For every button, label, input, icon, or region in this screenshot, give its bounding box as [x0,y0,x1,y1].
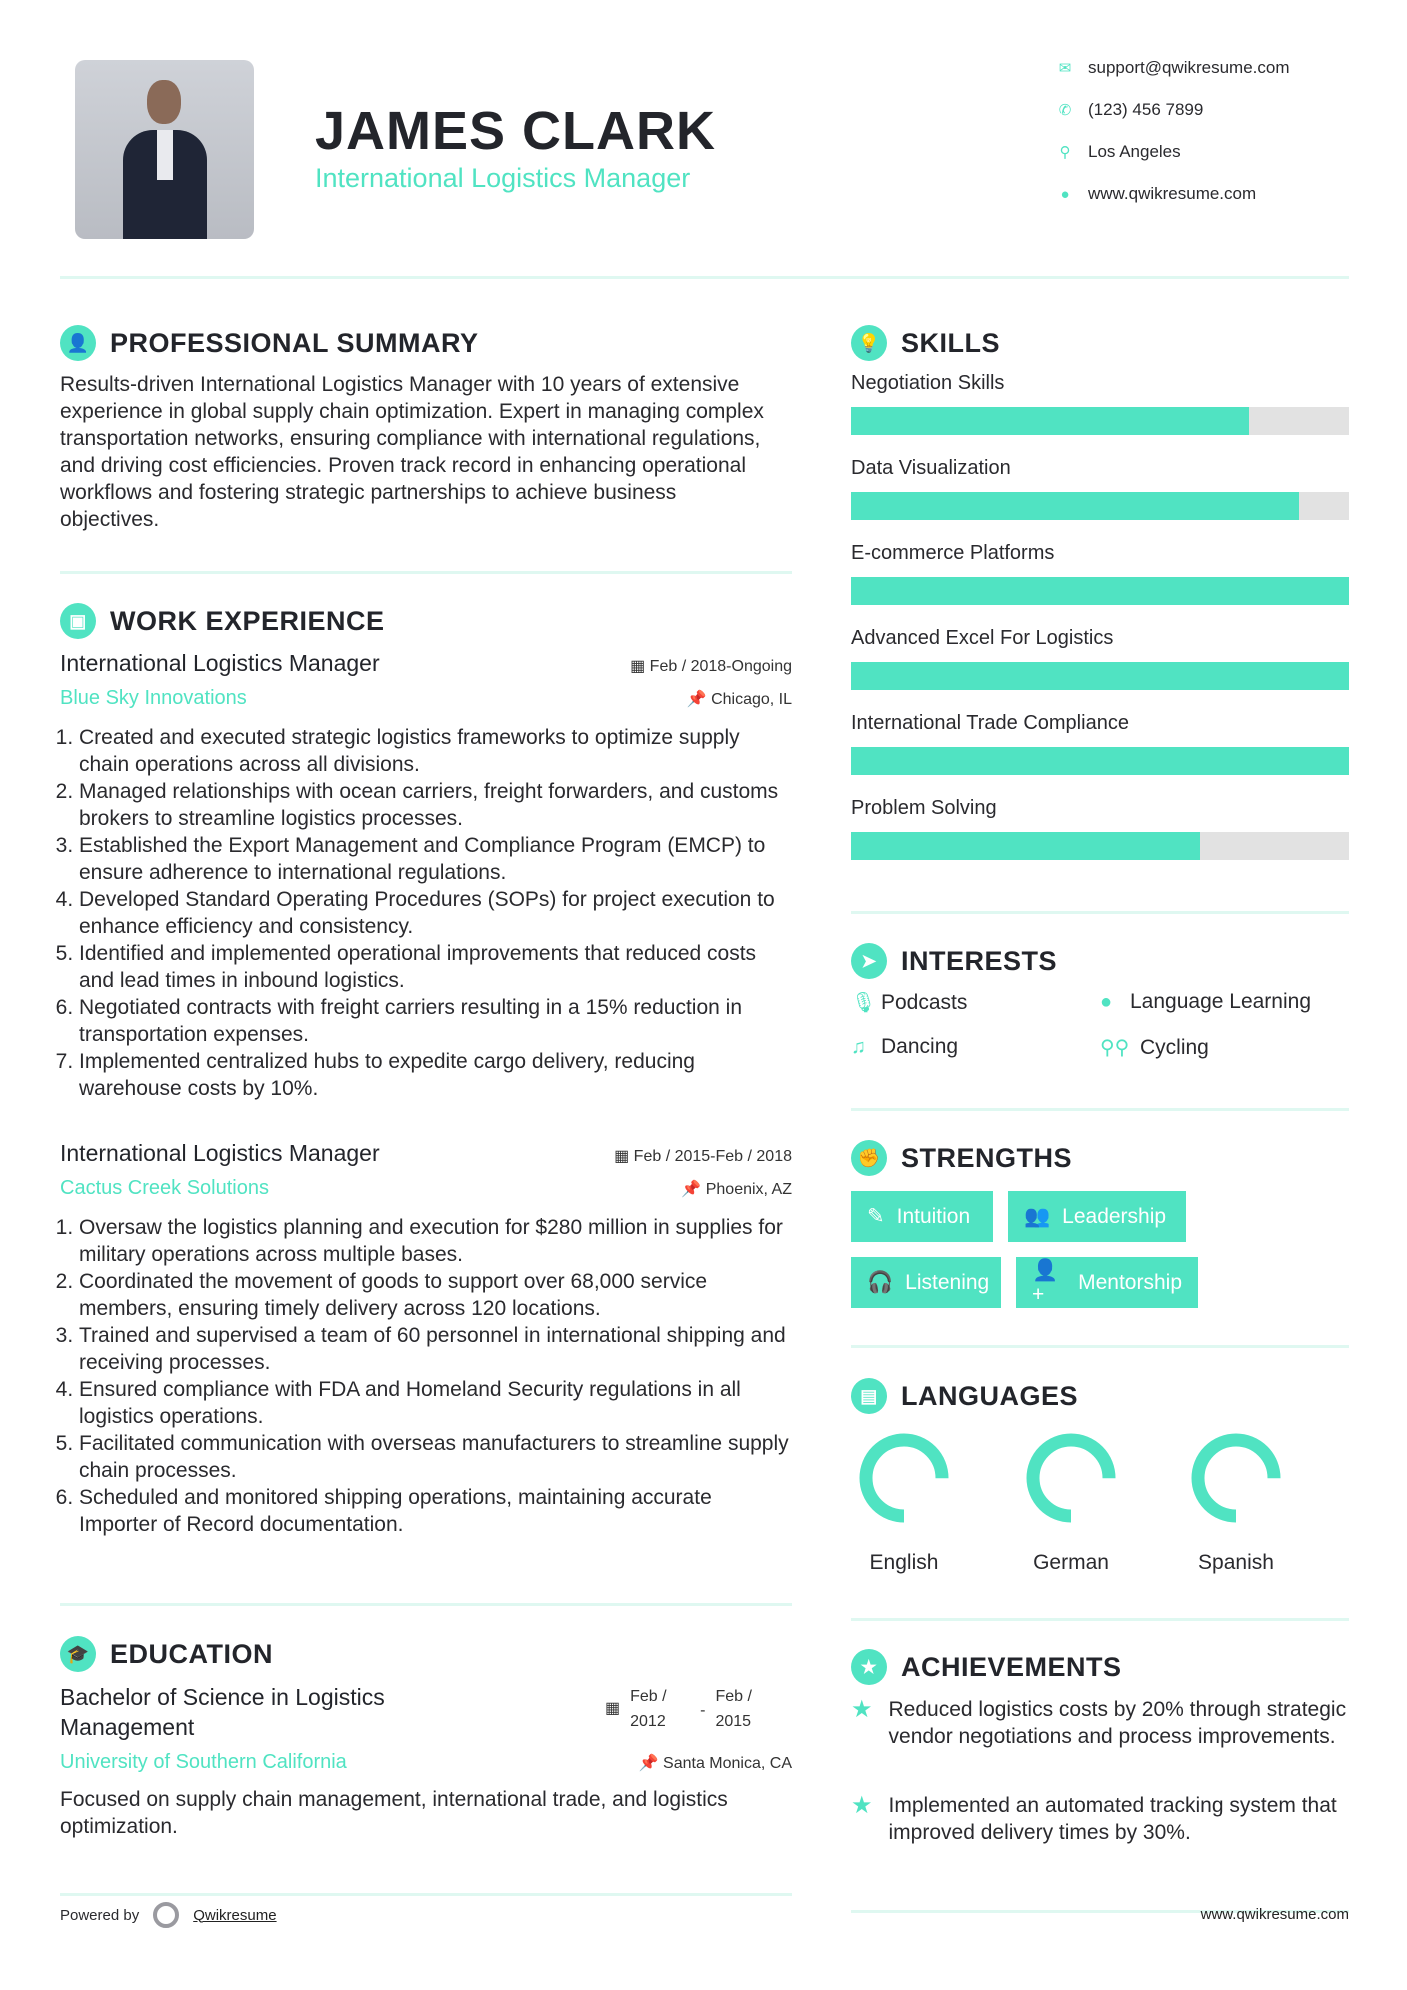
contact-location [1056,142,1181,162]
company-name: Blue Sky Innovations [60,687,247,709]
skill-bar-fill [851,747,1349,775]
section-title-interests: ➤ INTERESTS [851,943,1057,979]
skill-bar [851,577,1349,605]
contact-website[interactable] [1056,184,1256,204]
education-date: ▦ Feb / 2012 - Feb / 2015 [605,1684,765,1734]
skill-bar [851,832,1349,860]
interest-item: ⚲⚲ Cycling [1100,1035,1209,1059]
divider [851,911,1349,914]
map-marker-icon: ⚲ [1059,144,1071,161]
language-icon: ▤ [851,1378,887,1414]
interest-item: 🎙 Podcasts [851,990,968,1014]
globe-icon: ● [1060,185,1070,203]
section-title-work: ▣ WORK EXPERIENCE [60,603,385,639]
qwikresume-link[interactable]: Qwikresume [193,1906,277,1924]
divider [851,1618,1349,1621]
calendar-icon: ▦ [614,1148,634,1165]
job-date: ▦ Feb / 2015-Feb / 2018 [614,1148,792,1165]
star-icon: ★ [851,1792,873,1819]
language-item [844,1430,964,1575]
school-name: University of Southern California [60,1751,347,1773]
star-badge-icon: ★ [851,1649,887,1685]
list-item: 2. Coordinated the movement of goods to support over 68,000 service members, ensuring timely delivery across 120 locations. [79,1268,792,1322]
language-label: German [1033,1551,1109,1574]
language-item [1011,1430,1131,1575]
skill-label: Advanced Excel For Logistics [851,627,1114,649]
list-item: 4. Developed Standard Operating Procedures (SOPs) for project execution to enhance efficiency and consistency. [79,886,792,940]
language-item [1176,1430,1296,1575]
strength-tag: 👥 Leadership [1008,1191,1186,1242]
qwikresume-logo-icon [153,1902,179,1928]
mail-icon: ✉ [1058,60,1072,77]
list-item: 5. Identified and implemented operational improvements that reduced costs and lead times in inbound logistics. [79,940,792,994]
divider [60,276,1349,279]
profile-photo [75,60,254,239]
contact-text: Los Angeles [1088,142,1181,161]
list-item: 1. Oversaw the logistics planning and execution for $280 million in supplies for military operations across multiple bases. [79,1214,792,1268]
divider [60,1893,792,1896]
job-title: International Logistics Manager [60,650,380,676]
skill-bar [851,747,1349,775]
achievement-item: ★ Implemented an automated tracking system that improved delivery times by 30%. [851,1792,1337,1844]
skill-item [851,542,1349,627]
list-item: 6. Negotiated contracts with freight carriers resulting in a 15% reduction in transportation expenses. [79,994,792,1048]
user-plus-icon: 👤+ [1032,1258,1059,1306]
job-entry [60,1140,792,1538]
language-ring [1011,1430,1131,1530]
divider [851,1108,1349,1111]
strength-tag: 🎧 Listening [851,1257,1001,1308]
headphones-icon: 🎧 [867,1270,894,1294]
contact-text: (123) 456 7899 [1088,100,1204,119]
section-title-education: 🎓 EDUCATION [60,1636,273,1672]
skill-bar [851,407,1349,435]
skill-item [851,627,1349,712]
job-entry [60,650,792,1102]
list-item: 3. Trained and supervised a team of 60 personnel in international shipping and receiving processes. [79,1322,792,1376]
skill-bar-fill [851,832,1200,860]
skill-bar [851,662,1349,690]
paper-plane-icon: ➤ [851,943,887,979]
interest-item: ♫ Dancing [851,1035,959,1058]
summary-text: Results-driven International Logistics Manager with 10 years of extensive experience in global supply chain optimization. Expert in managing complex transportation networks, ensuring compliance with international regulations, and driving cost efficiencies. Proven track record in enhancing operational workflows and fostering strategic partnerships to achieve business objectives. [60,373,764,531]
achievement-item: ★ Reduced logistics costs by 20% through strategic vendor negotiations and process improvements. [851,1696,1347,1748]
language-ring [844,1430,964,1530]
job-location: 📌 Phoenix, AZ [681,1181,792,1198]
briefcase-icon: ▣ [60,603,96,639]
divider [60,1603,792,1606]
user-icon: 👤 [60,325,96,361]
skill-label: Problem Solving [851,797,997,819]
graduation-icon: 🎓 [60,1636,96,1672]
pin-icon: 📌 [681,1181,706,1198]
bicycle-icon: ⚲⚲ [1100,1037,1130,1059]
skill-item [851,457,1349,542]
candidate-name: JAMES CLARK [315,101,717,161]
job-duties [60,1214,792,1538]
skill-bar [851,492,1349,520]
company-name: Cactus Creek Solutions [60,1177,269,1199]
contact-text: www.qwikresume.com [1088,184,1257,203]
contact-email[interactable] [1056,58,1290,78]
microphone-icon: 🎙 [851,992,877,1014]
skill-label: International Trade Compliance [851,712,1129,734]
section-title-strengths: ✊ STRENGTHS [851,1140,1072,1176]
section-title-summary: 👤 PROFESSIONAL SUMMARY [60,325,479,361]
degree-title: Bachelor of Science in Logistics Management [60,1684,385,1740]
section-title-achievements: ★ ACHIEVEMENTS [851,1649,1122,1685]
skill-item [851,797,1349,882]
section-title-languages: ▤ LANGUAGES [851,1378,1078,1414]
skill-label: Negotiation Skills [851,372,1005,394]
powered-by: Powered by Qwikresume [60,1902,277,1928]
interest-item: ● Language Learning [1100,990,1312,1013]
job-title: International Logistics Manager [60,1140,380,1166]
language-label: Spanish [1198,1551,1274,1574]
skill-bar-fill [851,662,1349,690]
star-icon: ★ [851,1696,873,1723]
skill-item [851,372,1349,457]
candidate-title: International Logistics Manager [315,163,691,193]
skill-label: Data Visualization [851,457,1011,479]
list-item: 3. Established the Export Management and Compliance Program (EMCP) to ensure adherence to international regulations. [79,832,792,886]
job-location: 📌 Chicago, IL [686,691,792,708]
skill-bar-fill [851,407,1249,435]
language-label: English [869,1551,939,1574]
music-icon: ♫ [851,1035,866,1058]
globe-icon: ● [1100,990,1113,1013]
lightbulb-icon: 💡 [851,325,887,361]
job-duties [60,724,792,1102]
strength-tag: 👤+ Mentorship [1016,1257,1198,1308]
calendar-icon: ▦ [630,658,650,675]
list-item: 5. Facilitated communication with overseas manufacturers to streamline supply chain processes. [79,1430,792,1484]
magic-wand-icon: ✎ [867,1205,885,1228]
contact-phone[interactable] [1056,100,1203,120]
divider [60,571,792,574]
strength-tag: ✎ Intuition [851,1191,993,1242]
skill-item [851,712,1349,797]
phone-icon: ✆ [1058,102,1072,119]
section-title-skills: 💡 SKILLS [851,325,1000,361]
list-item: 7. Implemented centralized hubs to expedite cargo delivery, reducing warehouse costs by 10%. [79,1048,792,1102]
pin-icon: 📌 [686,691,712,708]
list-item: 2. Managed relationships with ocean carriers, freight forwarders, and customs brokers to streamline logistics processes. [79,778,792,832]
list-item: 6. Scheduled and monitored shipping operations, maintaining accurate Importer of Record documentation. [79,1484,792,1538]
list-item: 4. Ensured compliance with FDA and Homeland Security regulations in all logistics operations. [79,1376,792,1430]
skills-list [851,372,1349,882]
skill-label: E-commerce Platforms [851,542,1055,564]
divider [851,1345,1349,1348]
education-description: Focused on supply chain management, international trade, and logistics optimization. [60,1788,728,1838]
pin-icon: 📌 [638,1755,664,1772]
skill-bar-fill [851,492,1299,520]
calendar-icon: ▦ [605,1700,621,1717]
footer-website-link[interactable]: www.qwikresume.com [1200,1906,1349,1923]
education-location: 📌 Santa Monica, CA [638,1755,792,1772]
users-icon: 👥 [1024,1204,1051,1228]
fist-icon: ✊ [851,1140,887,1176]
language-ring [1176,1430,1296,1530]
skill-bar-fill [851,577,1349,605]
job-date: ▦ Feb / 2018-Ongoing [630,658,792,675]
contact-text: support@qwikresume.com [1088,58,1290,77]
list-item: 1. Created and executed strategic logistics frameworks to optimize supply chain operations across all divisions. [79,724,792,778]
